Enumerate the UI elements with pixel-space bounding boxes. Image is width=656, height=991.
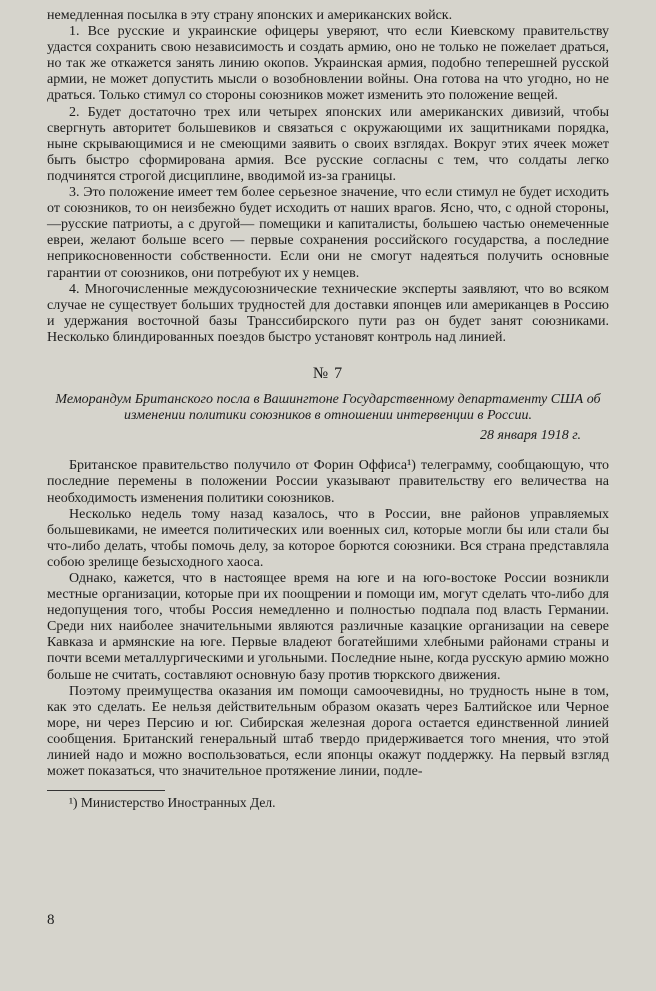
document-date: 28 января 1918 г.	[479, 428, 581, 444]
paragraph: Британское правительство получило от Форин Оффиса¹) телеграмму, сообщающую, что последние перемены в положении России указывают правительству его величества на необходимость изменения политики союзников.	[47, 458, 609, 506]
page-content	[47, 8, 609, 811]
paragraph: Несколько недель тому назад казалось, что в России, вне районов управляемых большевиками, не имеется политических или военных сил, которые могли бы или стали бы что-либо делать, чтобы помочь делу, за которое борются союзники. Вся страна представляла собою зрелище безысходного хаоса.	[47, 506, 609, 570]
footnote: ¹) Министерство Иностранных Дел.	[69, 795, 276, 811]
document-heading: Меморандум Британского посла в Вашингтоне Государственному департаменту США об изменении политики союзников в отношении интервенции в России.	[55, 392, 601, 424]
top-paragraphs	[47, 8, 609, 346]
bottom-paragraphs	[47, 458, 609, 780]
paragraph: немедленная посылка в эту страну японских и американских войск.	[47, 8, 453, 23]
paragraph: 4. Многочисленные междусоюзнические технические эксперты заявляют, что во всяком случае не существует больших трудностей для доставки японцев или американцев в Россию и удержания восточной базы Транссибирского пути раз он будет занят союзниками. Несколько блиндированных поездов быстро установят контроль над линией.	[47, 281, 609, 345]
page-number: 8	[47, 912, 55, 928]
footnote-divider	[47, 790, 165, 791]
paragraph: 3. Это положение имеет тем более серьезное значение, что если стимул не будет исходить от союзников, то он неизбежно будет исходить от наших врагов. Ясно, что, с одной стороны,—русские патриоты, а с другой— помещики и капиталисты, большею частью онемеченные евреи, желают больше всего — первые сохранения российского государства, а последние неприкосновенности собственности. Если они не смогут надеяться получить основные гарантии от союзников, они потребуют их у немцев.	[47, 185, 609, 281]
paragraph: 2. Будет достаточно трех или четырех японских или американских дивизий, чтобы свергнуть авторитет большевиков и связаться с окружающими их защитниками порядка, ныне скрывающимися и не смеющими заявить о своих взглядах. Вокруг этих ячеек может быть быстро сформирована армия. Все русские согласны с тем, что солдаты легко подчинятся строгой дисциплине, вводимой из-за границы.	[47, 104, 609, 184]
paragraph: Однако, кажется, что в настоящее время на юге и на юго-востоке России возникли местные организации, которые при их поощрении и помощи им, могут сделать что-либо для недопущения того, чтобы Россия немедленно и полностью подпала под власть Германии. Среди них наиболее значительными являются различные казацкие организации на севере Кавказа и армянские на юге. Первые владеют богатейшими хлебными районами страны и почти всеми металлургическими и угольными. Последние ныне, когда русскую армию можно больше не считать, составляют основную базу против тюркского движения.	[47, 571, 609, 683]
paragraph: 1. Все русские и украинские офицеры уверяют, что если Киевскому правительству удастся сохранить свою независимость и создать армию, оно не только не пожелает драться, но так же откажется занять линию окопов. Украинская армия, подобно теперешней русской армии, не может допустить мысли о возобновлении войны. Она готова на что угодно, но не драться. Только стимул со стороны союзников может изменить это положение вещей.	[47, 24, 609, 104]
paragraph: Поэтому преимущества оказания им помощи самоочевидны, но трудность ныне в том, как это сделать. Ее нельзя действительным образом оказать через Балтийское или Черное море, ни через Персию и юг. Сибирская железная дорога остается единственной линией сообщения. Британский генеральный штаб твердо придерживается того мнения, что этой линией надо и можно воспользоваться, если японцы окажут поддержку. На первый взгляд может показаться, что значительное протяжение линии, подле-	[47, 683, 609, 780]
document-number: № 7	[312, 364, 344, 382]
